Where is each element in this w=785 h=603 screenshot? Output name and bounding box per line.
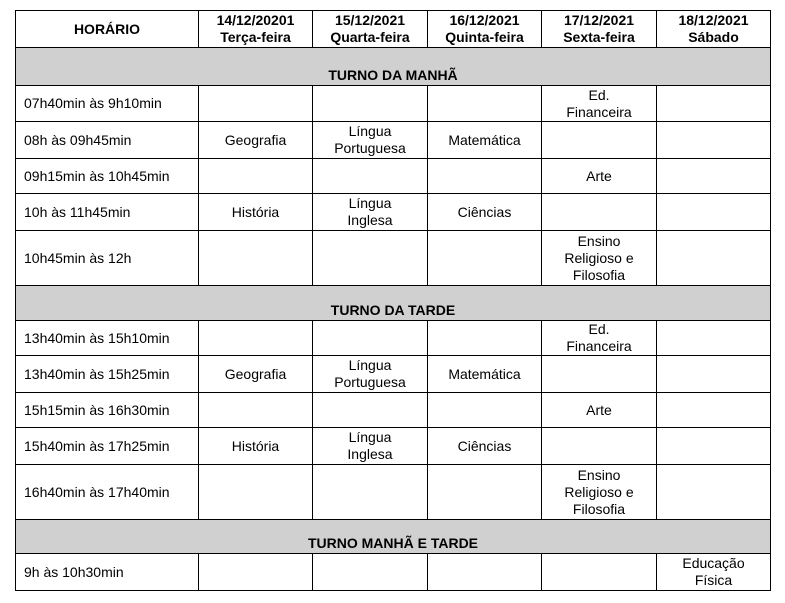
header-day: 16/12/2021 Quinta-feira	[428, 11, 542, 48]
subject-cell	[313, 428, 428, 465]
subject-cell	[428, 465, 542, 520]
time-cell: 16h40min às 17h40min	[16, 465, 199, 520]
header-day: 14/12/20201 Terça-feira	[199, 11, 313, 48]
subject-cell	[657, 428, 771, 465]
table-row	[16, 194, 771, 231]
subject-cell	[313, 122, 428, 159]
subject-cell	[199, 393, 313, 428]
subject-line: História	[231, 203, 280, 220]
section-title: TURNO DA MANHÃ	[16, 48, 771, 86]
subject-cell	[313, 356, 428, 393]
table-row	[16, 356, 771, 393]
subject-line: História	[231, 437, 280, 454]
subject-cell	[657, 122, 771, 159]
subject-cell	[313, 465, 428, 520]
subject-cell	[542, 194, 657, 231]
subject-cell	[199, 321, 313, 356]
subject-cell	[313, 159, 428, 194]
table-row	[16, 321, 771, 356]
schedule-table	[15, 10, 771, 591]
subject-cell	[313, 554, 428, 591]
time-cell: 09h15min às 10h45min	[16, 159, 199, 194]
subject-cell	[313, 393, 428, 428]
subject-cell	[199, 356, 313, 393]
subject-line: Inglesa	[347, 212, 393, 228]
subject-cell	[199, 428, 313, 465]
subject-cell	[428, 86, 542, 122]
subject-cell	[428, 554, 542, 591]
table-row	[16, 393, 771, 428]
time-cell: 13h40min às 15h10min	[16, 321, 199, 356]
subject-line: Geografia	[224, 365, 287, 382]
time-cell: 10h45min às 12h	[16, 231, 199, 286]
subject-cell	[199, 159, 313, 194]
section-title: TURNO MANHÃ E TARDE	[16, 520, 771, 554]
subject-line: Geografia	[224, 131, 287, 148]
table-row	[16, 86, 771, 122]
subject-cell	[542, 122, 657, 159]
subject-cell	[657, 159, 771, 194]
subject-cell	[657, 194, 771, 231]
header-day: 17/12/2021 Sexta-feira	[542, 11, 657, 48]
subject-line: Religioso e	[564, 249, 634, 266]
subject-line: Religioso e	[564, 483, 634, 500]
section-title: TURNO DA TARDE	[16, 286, 771, 321]
subject-cell	[542, 554, 657, 591]
subject-line: Ed.	[588, 321, 610, 337]
section-row	[16, 48, 771, 86]
subject-cell	[542, 356, 657, 393]
subject-cell	[428, 356, 542, 393]
time-cell: 08h às 09h45min	[16, 122, 199, 159]
subject-line: Portuguesa	[334, 140, 406, 156]
subject-cell	[199, 231, 313, 286]
subject-cell	[657, 393, 771, 428]
time-cell: 10h às 11h45min	[16, 194, 199, 231]
subject-cell	[313, 194, 428, 231]
subject-line: Língua	[348, 429, 392, 445]
subject-line: Arte	[586, 401, 612, 418]
subject-line: Língua	[348, 357, 392, 373]
table-row	[16, 122, 771, 159]
subject-cell	[542, 465, 657, 520]
subject-line: Filosofia	[572, 266, 626, 283]
subject-cell	[428, 321, 542, 356]
subject-line: Educação	[682, 555, 745, 571]
header-row	[16, 11, 771, 48]
header-horario: HORÁRIO	[16, 11, 199, 48]
subject-cell	[199, 194, 313, 231]
subject-cell	[428, 428, 542, 465]
time-cell: 15h15min às 16h30min	[16, 393, 199, 428]
table-row	[16, 159, 771, 194]
subject-cell	[657, 356, 771, 393]
subject-line: Financeira	[566, 338, 632, 354]
subject-cell	[313, 321, 428, 356]
section-row	[16, 286, 771, 321]
table-row	[16, 554, 771, 591]
subject-cell	[199, 122, 313, 159]
subject-cell	[313, 231, 428, 286]
subject-line: Ensino	[577, 232, 621, 249]
time-cell: 07h40min às 9h10min	[16, 86, 199, 122]
subject-cell	[657, 554, 771, 591]
subject-cell	[542, 231, 657, 286]
subject-line: Filosofia	[572, 500, 626, 517]
subject-line: Ciências	[457, 203, 512, 220]
section-row	[16, 520, 771, 554]
subject-cell	[199, 86, 313, 122]
subject-cell	[542, 428, 657, 465]
header-day: 15/12/2021 Quarta-feira	[313, 11, 428, 48]
subject-cell	[428, 393, 542, 428]
subject-cell	[657, 86, 771, 122]
schedule-body	[16, 48, 771, 591]
subject-line: Física	[694, 572, 733, 588]
subject-line: Matemática	[448, 365, 521, 382]
subject-cell	[428, 122, 542, 159]
subject-line: Matemática	[448, 131, 521, 148]
subject-cell	[199, 465, 313, 520]
time-cell: 15h40min às 17h25min	[16, 428, 199, 465]
subject-line: Portuguesa	[334, 374, 406, 390]
table-row	[16, 428, 771, 465]
subject-cell	[313, 86, 428, 122]
subject-line: Língua	[348, 195, 392, 211]
subject-line: Ciências	[457, 437, 512, 454]
subject-cell	[542, 86, 657, 122]
subject-line: Língua	[348, 123, 392, 139]
table-row	[16, 231, 771, 286]
subject-line: Arte	[586, 167, 612, 184]
subject-cell	[428, 159, 542, 194]
header-day: 18/12/2021 Sábado	[657, 11, 771, 48]
subject-line: Ed.	[588, 86, 610, 103]
subject-cell	[428, 194, 542, 231]
subject-cell	[428, 231, 542, 286]
subject-line: Inglesa	[347, 446, 393, 462]
subject-line: Financeira	[566, 103, 632, 120]
time-cell: 13h40min às 15h25min	[16, 356, 199, 393]
subject-cell	[657, 465, 771, 520]
subject-cell	[657, 231, 771, 286]
subject-cell	[542, 321, 657, 356]
table-row	[16, 465, 771, 520]
subject-cell	[199, 554, 313, 591]
subject-line: Ensino	[577, 466, 621, 483]
subject-cell	[542, 393, 657, 428]
subject-cell	[542, 159, 657, 194]
subject-cell	[657, 321, 771, 356]
time-cell: 9h às 10h30min	[16, 554, 199, 591]
